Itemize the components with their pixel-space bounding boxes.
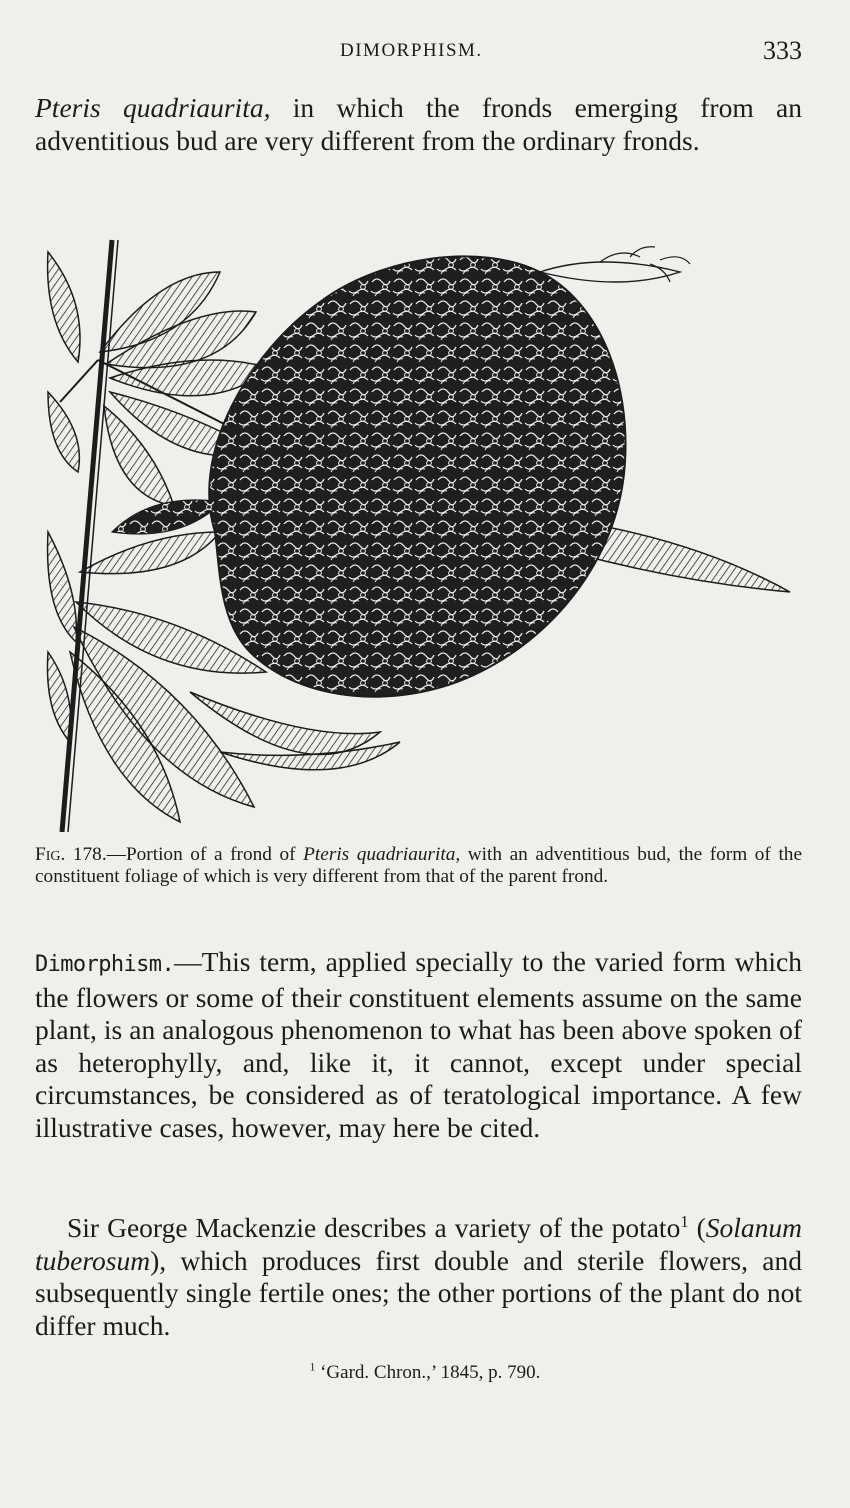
paragraph-text: in which the fronds emerging from an adventitious bud are very different from the ordinary fronds. bbox=[35, 92, 802, 156]
caption-species: Pteris quadriaurita, bbox=[303, 844, 461, 865]
footnote bbox=[0, 1362, 850, 1384]
paragraph-pteris bbox=[35, 92, 802, 157]
page-number: 333 bbox=[763, 36, 802, 65]
footnote-reference[interactable]: 1 bbox=[680, 1211, 689, 1231]
running-head bbox=[0, 36, 850, 66]
caption-lead: —Portion of a frond of bbox=[106, 844, 304, 865]
paragraph-text-a: Sir George Mackenzie describes a variety of the potato bbox=[67, 1212, 681, 1243]
footnote-marker: 1 bbox=[309, 1361, 316, 1374]
figure-label: Fig. 178. bbox=[35, 844, 107, 865]
figure-caption bbox=[35, 844, 802, 888]
footnote-text: ‘Gard. Chron.,’ 1845, p. 790. bbox=[315, 1362, 541, 1383]
caption-rest: with an adventitious bud, the form of the constituent foliage of which is very different from that of the parent frond. bbox=[35, 844, 802, 887]
paragraph-potato bbox=[35, 1212, 802, 1342]
species-name: Pteris quadriaurita, bbox=[35, 92, 271, 123]
run-in-heading: Dimorphism. bbox=[35, 952, 175, 977]
species-name: Solanum tuberosum bbox=[35, 1212, 802, 1276]
paragraph-text-c: ), which produces first double and sterile flowers, and subsequently single fertile ones; the other portions of the plant do not differ much. bbox=[35, 1244, 802, 1341]
fern-illustration bbox=[40, 232, 810, 832]
paragraph-dimorphism bbox=[35, 946, 802, 1145]
paragraph-text-b: ( bbox=[688, 1212, 706, 1243]
paragraph-text: —This term, applied specially to the varied form which the flowers or some of their constituent elements assume on the same plant, is an analogous phenomenon to what has been above spoken of as heterophylly, and, like it, it cannot, except under special circumstances, be considered as of teratological importance. A few illustrative cases, however, may here be cited. bbox=[35, 946, 802, 1143]
running-title: DIMORPHISM. bbox=[340, 40, 483, 61]
adventitious-bud bbox=[112, 247, 690, 697]
